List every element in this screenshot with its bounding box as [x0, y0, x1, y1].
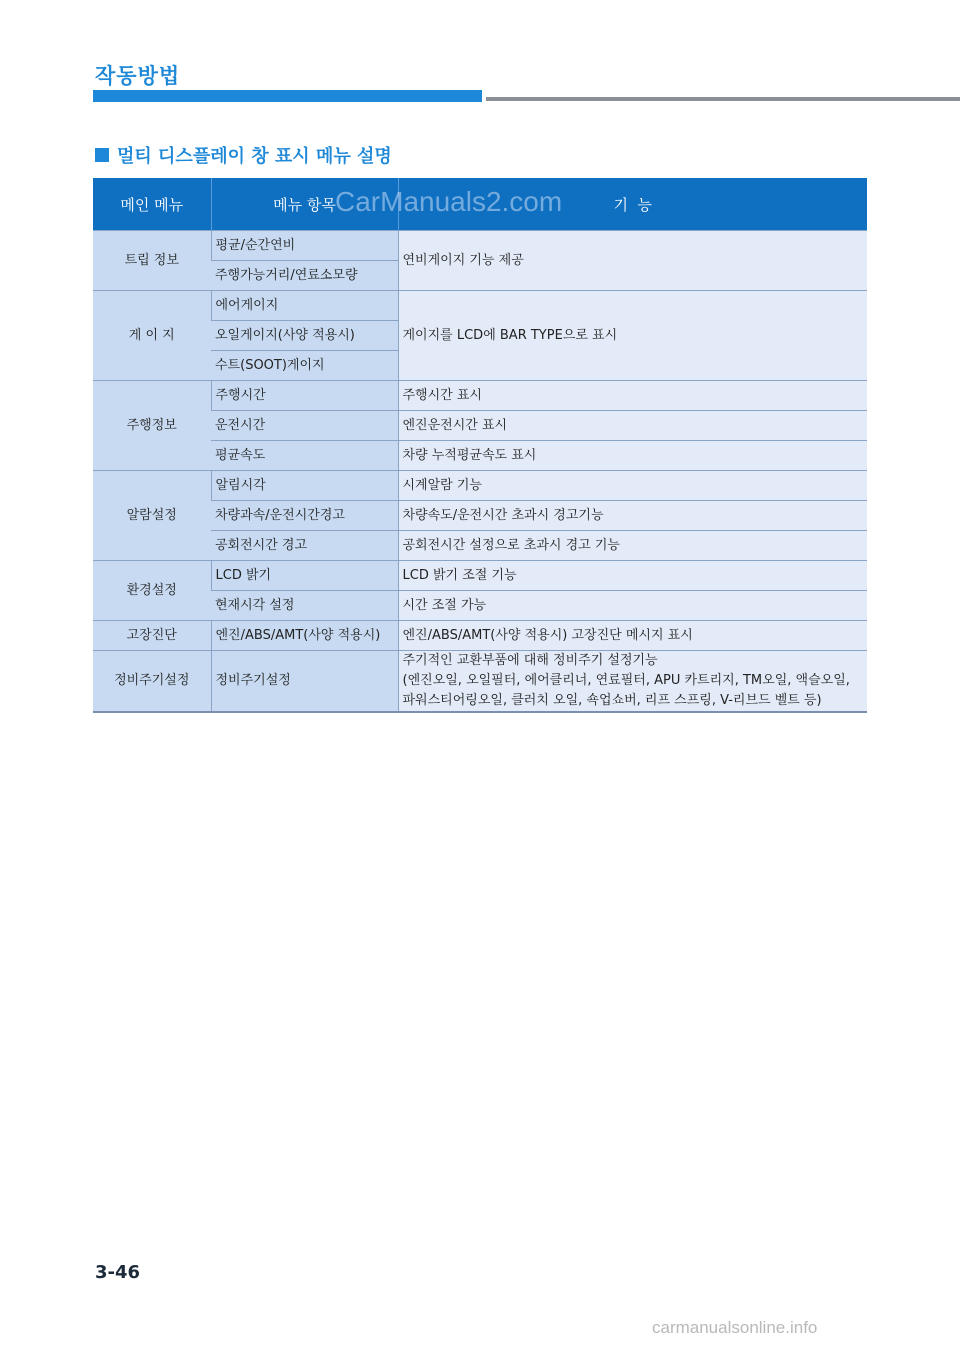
function-cell: 차량속도/운전시간 초과시 경고기능	[398, 501, 867, 531]
main-menu-diag: 고장진단	[93, 621, 211, 651]
menu-table	[93, 178, 867, 713]
function-line: 주기적인 교환부품에 대해 정비주기 설정기능	[402, 653, 658, 668]
main-menu-gauge: 게 이 지	[93, 291, 211, 381]
menu-item: 정비주기설정	[211, 651, 398, 713]
function-cell: 시간 조절 가능	[398, 591, 867, 621]
menu-item: 차량과속/운전시간경고	[211, 501, 398, 531]
menu-item: 주행시간	[211, 381, 398, 411]
function-cell: 게이지를 LCD에 BAR TYPE으로 표시	[398, 291, 867, 381]
menu-item: 공회전시간 경고	[211, 531, 398, 561]
menu-item: 오일게이지(사양 적용시)	[211, 321, 398, 351]
menu-item: 에어게이지	[211, 291, 398, 321]
function-cell: 엔진/ABS/AMT(사양 적용시) 고장진단 메시지 표시	[398, 621, 867, 651]
function-line: (엔진오일, 오일필터, 에어클리너, 연료필터, APU 카트리지, TM오일, 액슬오일, 파워스티어링오일, 클러치 오일, 쇽업쇼버, 리프 스프링, V-리브드 벨트 등)	[402, 673, 850, 708]
table-row	[93, 231, 867, 261]
footer-watermark: carmanualsonline.info	[652, 1318, 818, 1337]
header-bar-gray	[486, 97, 960, 101]
section-title	[95, 142, 392, 168]
header-function: 기 능	[398, 178, 867, 231]
menu-item: 평균속도	[211, 441, 398, 471]
header-main-menu: 메인 메뉴	[93, 178, 211, 231]
table-header-row	[93, 178, 867, 231]
table-row	[93, 291, 867, 321]
menu-item: 주행가능거리/연료소모량	[211, 261, 398, 291]
menu-item: 현재시각 설정	[211, 591, 398, 621]
menu-item: 알림시각	[211, 471, 398, 501]
function-cell	[398, 651, 867, 713]
main-menu-trip: 트립 정보	[93, 231, 211, 291]
menu-item: 엔진/ABS/AMT(사양 적용시)	[211, 621, 398, 651]
menu-item: 평균/순간연비	[211, 231, 398, 261]
square-bullet-icon	[95, 148, 109, 162]
header-menu-item: 메뉴 항목	[211, 178, 398, 231]
menu-item: LCD 밝기	[211, 561, 398, 591]
menu-item: 수트(SOOT)게이지	[211, 351, 398, 381]
function-cell: 공회전시간 설정으로 초과시 경고 기능	[398, 531, 867, 561]
header-bar-blue	[93, 90, 482, 102]
table-row	[93, 651, 867, 713]
function-cell: 연비게이지 기능 제공	[398, 231, 867, 291]
menu-item: 운전시간	[211, 411, 398, 441]
watermark: CarManuals2.com	[335, 186, 563, 217]
main-menu-env: 환경설정	[93, 561, 211, 621]
table-row	[93, 471, 867, 501]
function-cell: 차량 누적평균속도 표시	[398, 441, 867, 471]
table-row	[93, 561, 867, 591]
chapter-title: 작동방법	[95, 64, 181, 88]
page-number: 3-46	[95, 1262, 141, 1283]
function-cell: 시계알람 기능	[398, 471, 867, 501]
section-title-text: 멀티 디스플레이 창 표시 메뉴 설명	[117, 146, 392, 167]
table-row	[93, 381, 867, 411]
table-row	[93, 621, 867, 651]
function-cell: 엔진운전시간 표시	[398, 411, 867, 441]
function-cell: 주행시간 표시	[398, 381, 867, 411]
main-menu-maint: 정비주기설정	[93, 651, 211, 713]
main-menu-alarm: 알람설정	[93, 471, 211, 561]
main-menu-drive: 주행정보	[93, 381, 211, 471]
function-cell: LCD 밝기 조절 기능	[398, 561, 867, 591]
